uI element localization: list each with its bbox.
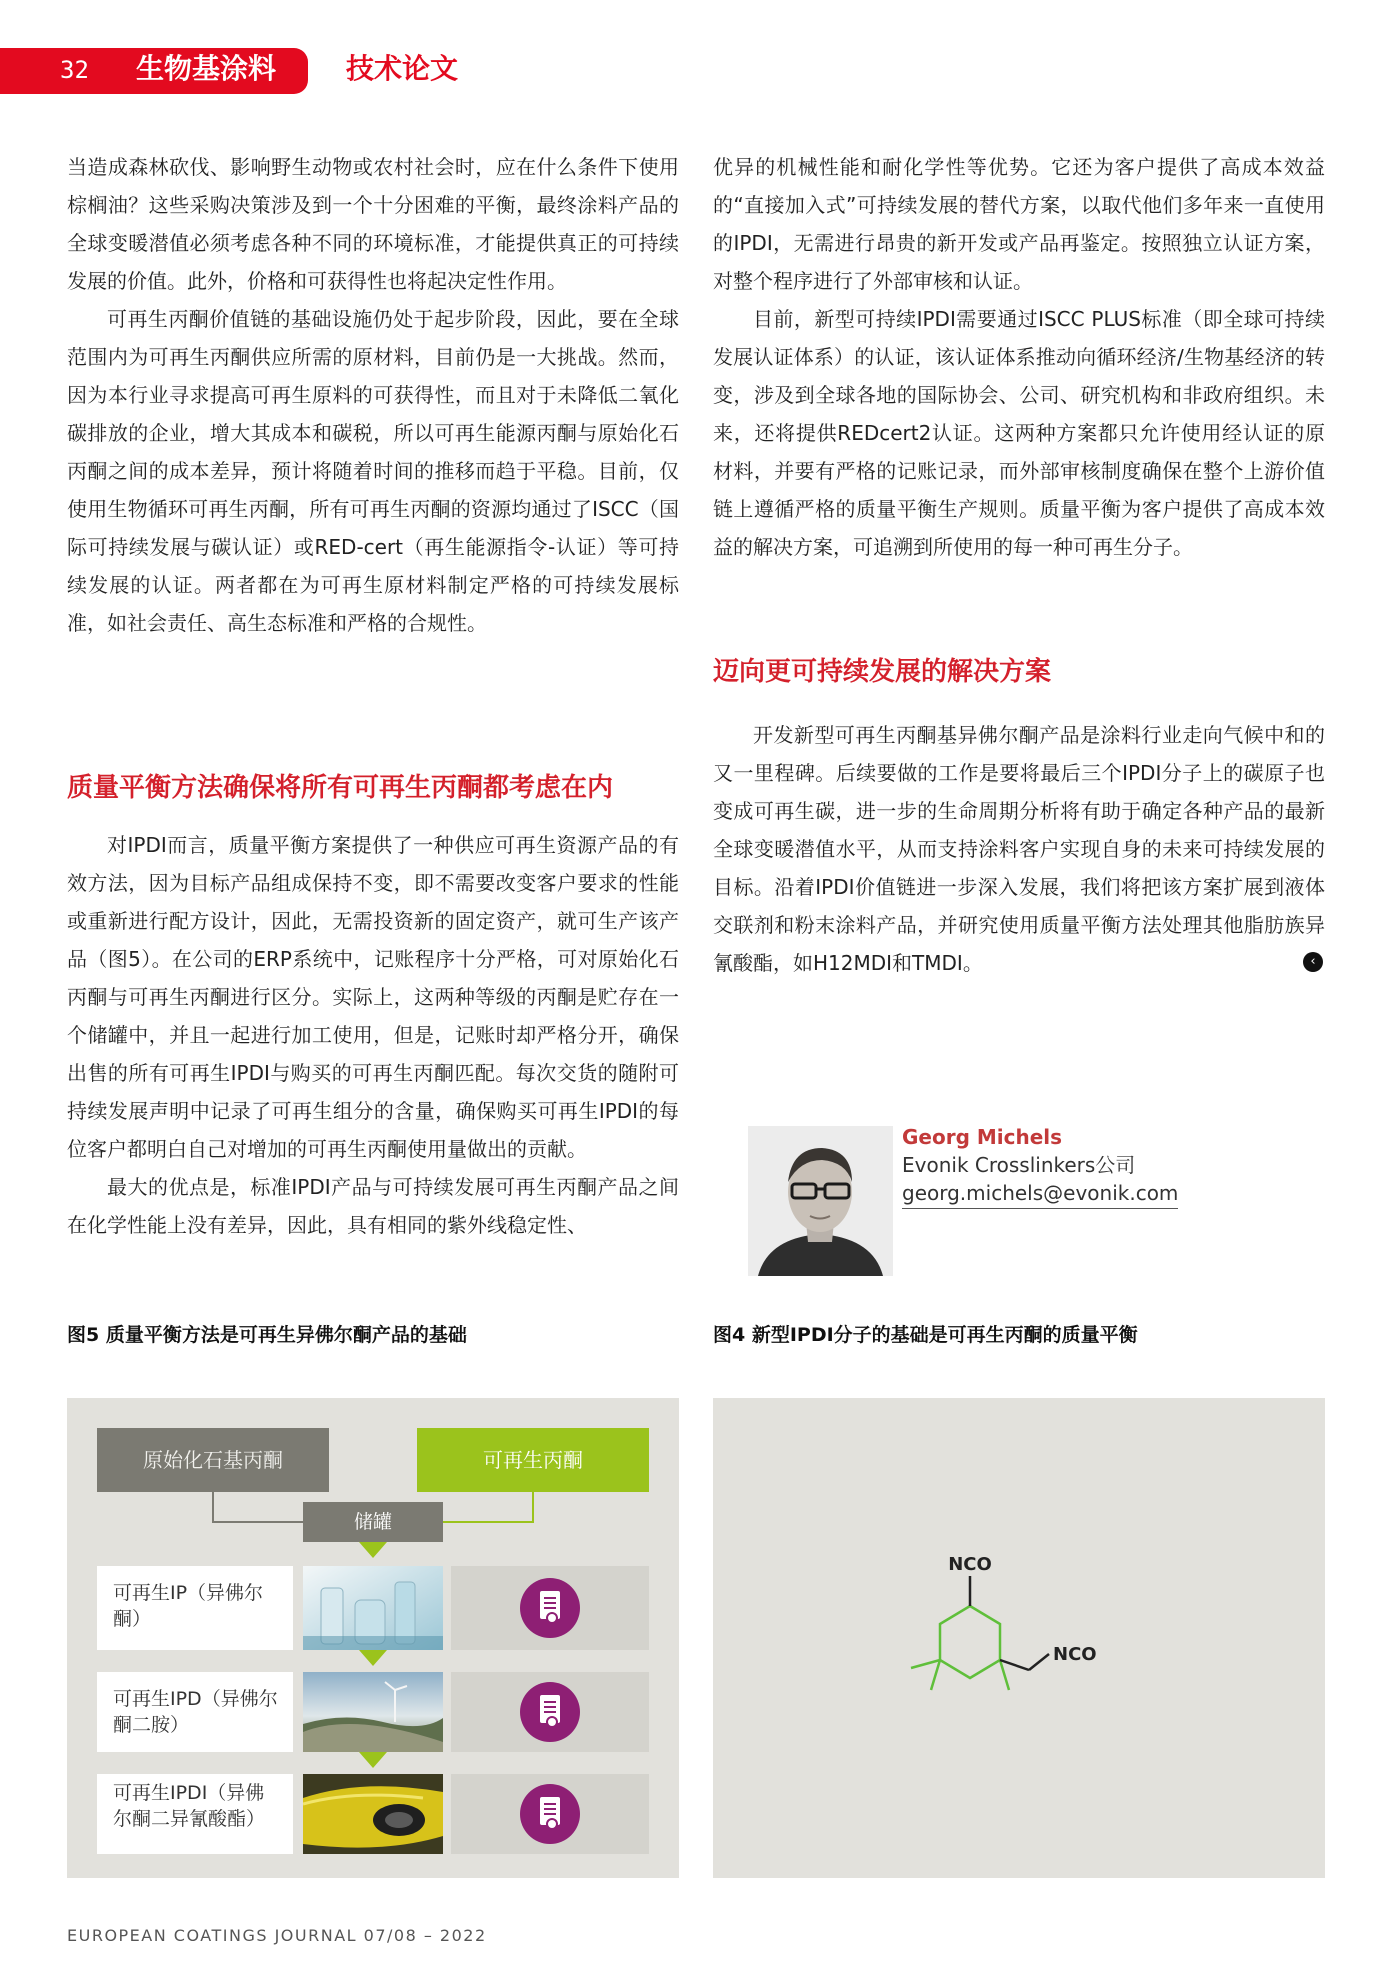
category-title: 技术论文 [346, 52, 459, 85]
paragraph: 对IPDI而言，质量平衡方案提供了一种供应可再生资源产品的有效方法，因为目标产品组成保持不变，即不需要改变客户要求的性能或重新进行配方设计，因此，无需投资新的固定资产，就可生产该产品（图5）。在公司的ERP系统中，记账程序十分严格，可对原始化石丙酮与可再生丙酮进行区分。实际上，这两种等级的丙酮是贮存在一个储罐中，并且一起进行加工使用，但是，记账时却严格分开，确保出售的所有可再生IPDI与购买的可再生丙酮匹配。每次交货的随附可持续发展声明中记录了可再生组分的含量，确保购买可再生IPDI的每位客户都明白自己对增加的可再生丙酮使用量做出的贡献。 [67, 833, 679, 1161]
figure5-mass-balance-diagram [67, 1398, 679, 1878]
certificate-icon [520, 1578, 580, 1638]
section-heading-sustainable: 迈向更可持续发展的解决方案 [713, 657, 1052, 687]
row-label-ipdi: 可再生IPDI（异佛尔酮二异氰酸酯） [97, 1774, 293, 1854]
landscape-wind-turbine-image [303, 1672, 443, 1752]
storage-tank-box: 储罐 [303, 1502, 443, 1542]
certificate-icon [520, 1682, 580, 1742]
certificate-cell [451, 1672, 649, 1752]
left-column-text-2 [67, 826, 679, 1244]
renewable-acetone-box: 可再生丙酮 [417, 1428, 649, 1492]
paragraph: 可再生丙酮价值链的基础设施仍处于起步阶段，因此，要在全球范围内为可再生丙酮供应所需的原材料，目前仍是一大挑战。然而，因为本行业寻求提高可再生原料的可获得性，而且对于未降低二氧化碳排放的企业，增大其成本和碳税，所以可再生能源丙酮与原始化石丙酮之间的成本差异，预计将随着时间的推移而趋于平稳。目前，仅使用生物循环可再生丙酮，所有可再生丙酮的资源均通过了ISCC（国际可持续发展与碳认证）或RED-cert（再生能源指令-认证）等可持续发展的认证。两者都在为可再生原材料制定严格的可持续发展标准，如社会责任、高生态标准和严格的合规性。 [67, 307, 679, 635]
figure4-caption: 图4 新型IPDI分子的基础是可再生丙酮的质量平衡 [713, 1324, 1138, 1346]
row-label-ipd: 可再生IPD（异佛尔酮二胺） [97, 1672, 293, 1752]
flow-arrow [359, 1752, 387, 1768]
author-organization: Evonik Crosslinkers公司 [902, 1153, 1136, 1177]
certificate-cell [451, 1774, 649, 1854]
right-column-text-2 [713, 716, 1325, 982]
figure5-caption: 图5 质量平衡方法是可再生异佛尔酮产品的基础 [67, 1324, 467, 1346]
paragraph: 开发新型可再生丙酮基异佛尔酮产品是涂料行业走向气候中和的又一里程碑。后续要做的工作是要将最后三个IPDI分子上的碳原子也变成可再生碳，进一步的生命周期分析将有助于确定各种产品的最新全球变暖潜值水平，从而支持涂料客户实现自身的未来可持续发展的目标。沿着IPDI价值链进一步深入发展，我们将把该方案扩展到液体交联剂和粉末涂料产品，并研究使用质量平衡方法处理其他脂肪族异氰酸酯，如H12MDI和TMDI。 [713, 723, 1325, 975]
yellow-car-image [303, 1774, 443, 1854]
nco-label-top: NCO [948, 1554, 992, 1575]
fossil-acetone-box: 原始化石基丙酮 [97, 1428, 329, 1492]
author-portrait-image [748, 1126, 893, 1276]
flow-arrow [359, 1650, 387, 1666]
certificate-icon [520, 1784, 580, 1844]
paragraph: 当造成森林砍伐、影响野生动物或农村社会时，应在什么条件下使用棕榈油？这些采购决策涉及到一个十分困难的平衡，最终涂料产品的全球变暖潜值必须考虑各种不同的环境标准，才能提供真正的可持续发展的价值。此外，价格和可获得性也将起决定性作用。 [67, 155, 679, 293]
paragraph: 优异的机械性能和耐化学性等优势。它还为客户提供了高成本效益的“直接加入式”可持续发展的替代方案，以取代他们多年来一直使用的IPDI，无需进行昂贵的新开发或产品再鉴定。按照独立认证方案，对整个程序进行了外部审核和认证。 [713, 155, 1325, 293]
author-photo [748, 1126, 893, 1276]
cyclohexane-ring [911, 1606, 1009, 1690]
author-email-link[interactable]: georg.michels@evonik.com [902, 1180, 1178, 1209]
author-name: Georg Michels [902, 1125, 1063, 1149]
article-end-icon: ‹ [1303, 952, 1323, 972]
right-column-text [713, 148, 1325, 566]
section-title: 生物基涂料 [136, 52, 277, 85]
section-heading-mass-balance: 质量平衡方法确保将所有可再生丙酮都考虑在内 [67, 773, 614, 803]
figure4-ipdi-molecule [713, 1398, 1325, 1878]
certificate-cell [451, 1566, 649, 1650]
page-number: 32 [60, 56, 89, 84]
lab-glassware-image [303, 1566, 443, 1650]
paragraph: 最大的优点是，标准IPDI产品与可持续发展可再生丙酮产品之间在化学性能上没有差异，因此，具有相同的紫外线稳定性、 [67, 1175, 679, 1237]
journal-footer: EUROPEAN COATINGS JOURNAL 07/08 – 2022 [67, 1926, 487, 1945]
ipdi-structure-formula [713, 1398, 1325, 1878]
nco-label-side: NCO [1053, 1644, 1097, 1665]
paragraph: 目前，新型可持续IPDI需要通过ISCC PLUS标准（即全球可持续发展认证体系）的认证，该认证体系推动向循环经济/生物基经济的转变，涉及到全球各地的国际协会、公司、研究机构和非政府组织。未来，还将提供REDcert2认证。这两种方案都只允许使用经认证的原材料，并要有严格的记账记录，而外部审核制度确保在整个上游价值链上遵循严格的质量平衡生产规则。质量平衡为客户提供了高成本效益的解决方案，可追溯到所使用的每一种可再生分子。 [713, 307, 1325, 559]
nco-bonds [970, 1576, 1049, 1670]
row-label-ip: 可再生IP（异佛尔酮） [97, 1566, 293, 1650]
left-column-text [67, 148, 679, 642]
